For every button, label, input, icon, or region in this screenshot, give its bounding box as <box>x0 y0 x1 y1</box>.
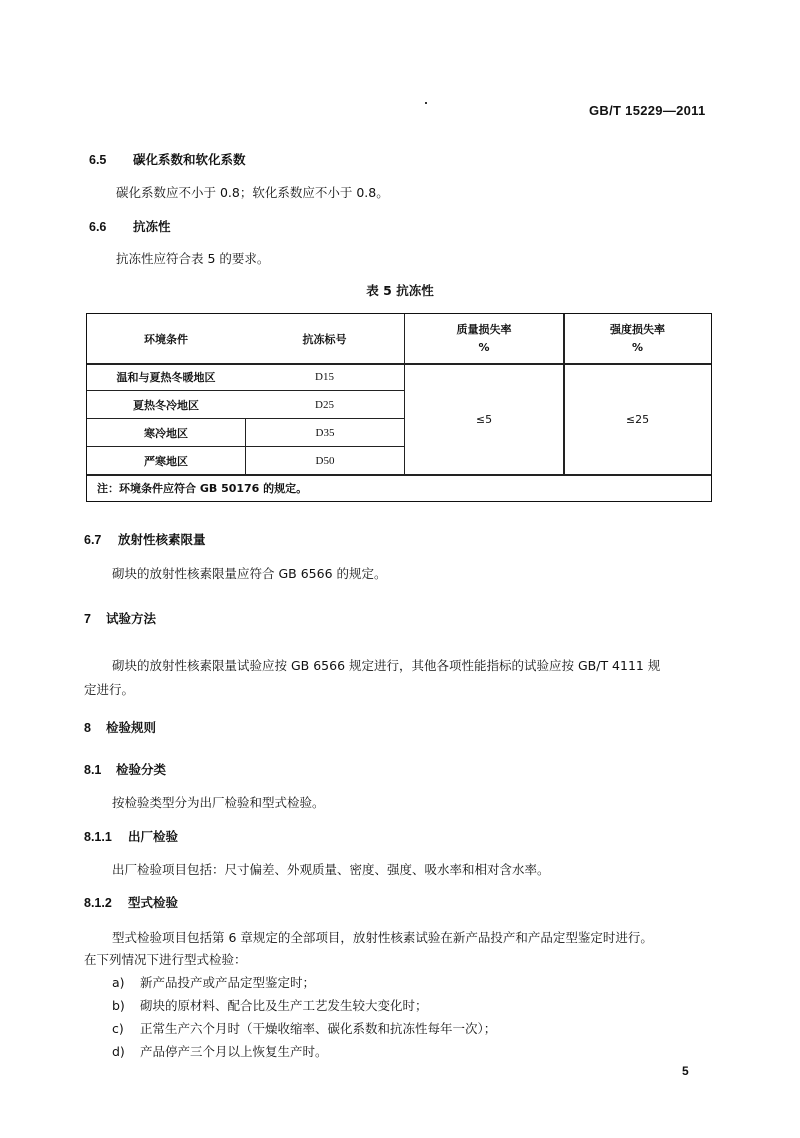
header-mass-loss <box>405 314 563 363</box>
section-number: 6.5 <box>89 153 107 167</box>
list-text: 正常生产六个月时（干燥收缩率、碳化系数和抗冻性每年一次）； <box>140 1021 497 1036</box>
table-5-frost-resistance <box>86 313 712 502</box>
header-strength-loss <box>564 314 711 363</box>
paragraph-8-1-2-line-1: 型式检验项目包括第 6 章规定的全部项目，放射性核素试验在新产品投产和产品定型鉴定时进行。 <box>112 930 653 945</box>
heading-8-1 <box>84 760 166 778</box>
list-text: 砌块的原材料、配合比及生产工艺发生较大变化时； <box>140 998 428 1013</box>
section-title: 试验方法 <box>106 611 157 626</box>
header-strength-loss-label: 强度损失率 <box>610 322 665 336</box>
header-mass-loss-label: 质量损失率 <box>456 322 512 336</box>
heading-7 <box>84 609 156 627</box>
section-number: 8 <box>84 721 91 735</box>
section-title: 碳化系数和软化系数 <box>133 152 246 167</box>
heading-8-1-1 <box>84 827 178 845</box>
list-item-c <box>112 1019 496 1037</box>
row-2-grade: D25 <box>315 398 334 411</box>
header-mass-loss-unit: % <box>478 340 490 354</box>
row-3-env: 寒冷地区 <box>144 426 188 440</box>
heading-8 <box>84 718 156 736</box>
section-title: 放射性核素限量 <box>118 532 206 547</box>
list-marker: b) <box>112 998 125 1013</box>
heading-6-5 <box>89 150 246 168</box>
row-4-env: 严寒地区 <box>144 454 188 468</box>
list-item-b <box>112 996 428 1014</box>
heading-6-7 <box>84 530 206 548</box>
section-title: 检验规则 <box>106 720 157 735</box>
list-text: 产品停产三个月以上恢复生产时。 <box>140 1044 328 1059</box>
list-marker: a) <box>112 975 125 990</box>
row-1-grade: D15 <box>315 371 334 383</box>
list-item-a <box>112 973 315 991</box>
page-number: 5 <box>682 1064 689 1078</box>
section-number: 7 <box>84 612 91 626</box>
paragraph-6-6: 抗冻性应符合表 5 的要求。 <box>116 251 270 266</box>
scan-speck <box>425 102 427 104</box>
list-item-d <box>112 1042 328 1060</box>
row-3-grade: D35 <box>315 426 335 439</box>
section-number: 6.6 <box>89 220 107 234</box>
list-marker: c) <box>112 1021 124 1036</box>
paragraph-7-line-1: 砌块的放射性核素限量试验应按 GB 6566 规定进行，其他各项性能指标的试验应按 GB/T 4111 规 <box>112 658 661 673</box>
paragraph-6-5: 碳化系数应不小于 0.8；软化系数应不小于 0.8。 <box>116 185 389 200</box>
header-env-condition: 环境条件 <box>144 332 188 346</box>
section-title: 型式检验 <box>128 895 179 910</box>
table-caption: 表 5 抗冻性 <box>366 283 434 298</box>
mass-loss-value: ≤5 <box>475 412 493 426</box>
section-number: 8.1 <box>84 763 102 777</box>
header-frost-grade: 抗冻标号 <box>302 332 347 346</box>
list-text: 新产品投产或产品定型鉴定时； <box>140 975 316 990</box>
section-title: 出厂检验 <box>128 829 179 844</box>
section-title: 抗冻性 <box>133 219 171 234</box>
heading-8-1-2 <box>84 893 178 911</box>
paragraph-8-1-1: 出厂检验项目包括：尺寸偏差、外观质量、密度、强度、吸水率和相对含水率。 <box>112 862 550 877</box>
list-marker: d) <box>112 1044 125 1059</box>
section-title: 检验分类 <box>116 762 167 777</box>
header-strength-loss-unit: % <box>631 340 644 354</box>
paragraph-6-7: 砌块的放射性核素限量应符合 GB 6566 的规定。 <box>112 566 387 581</box>
row-4-grade: D50 <box>315 454 335 467</box>
standard-number: GB/T 15229—2011 <box>589 103 706 118</box>
paragraph-8-1: 按检验类型分为出厂检验和型式检验。 <box>112 795 325 810</box>
section-number: 6.7 <box>84 533 102 547</box>
section-number: 8.1.2 <box>84 896 112 910</box>
section-number: 8.1.1 <box>84 830 112 844</box>
table-note: 注：环境条件应符合 GB 50176 的规定。 <box>97 482 308 495</box>
paragraph-7-line-2: 定进行。 <box>84 682 135 697</box>
row-1-env: 温和与夏热冬暖地区 <box>116 371 216 384</box>
paragraph-8-1-2-line-2: 在下列情况下进行型式检验： <box>84 952 247 967</box>
heading-6-6 <box>89 217 171 235</box>
row-2-env: 夏热冬冷地区 <box>133 398 199 412</box>
strength-loss-value: ≤25 <box>625 412 650 426</box>
